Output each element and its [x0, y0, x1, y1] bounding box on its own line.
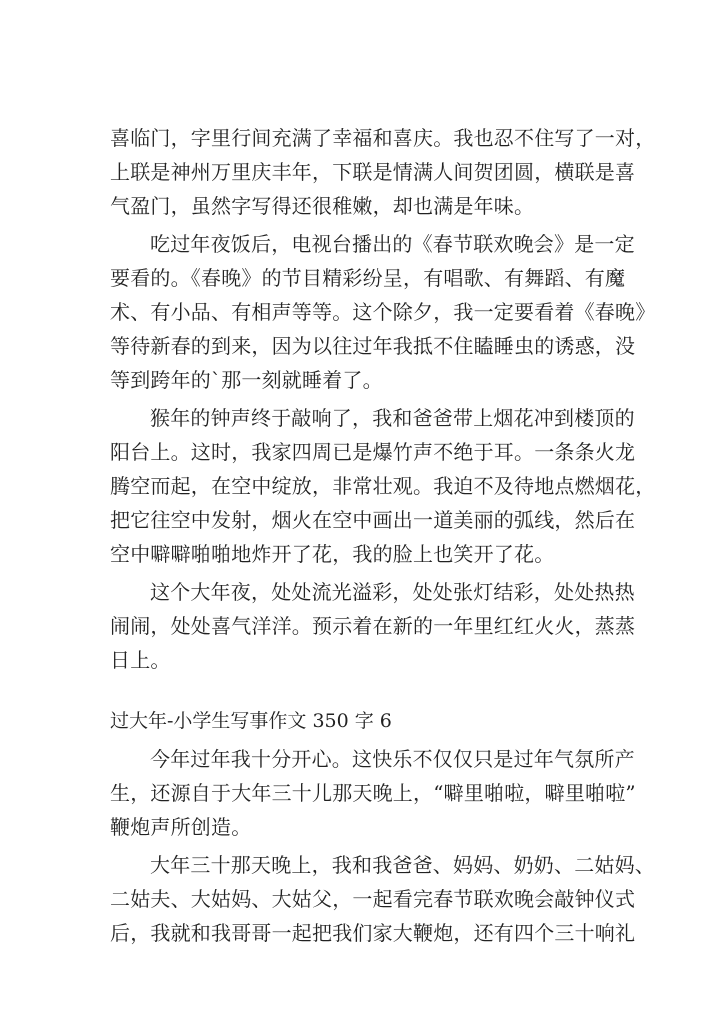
paragraph-line: 鞭炮声所创造。 [110, 815, 252, 839]
paragraph-line: 生，还源自于大年三十儿那天晚上，“噼里啪啦，噼里啪啦” [110, 781, 636, 805]
paragraph-line: 喜临门，字里行间充满了幸福和喜庆。我也忍不住写了一对， [110, 126, 656, 150]
paragraph-line: 等待新春的到来，因为以往过年我抵不住瞌睡虫的诱惑，没 [110, 334, 636, 358]
paragraph-line: 把它往空中发射，烟火在空中画出一道美丽的弧线，然后在 [110, 508, 636, 532]
paragraph-line: 腾空而起，在空中绽放，非常壮观。我迫不及待地点燃烟花， [110, 474, 656, 498]
paragraph-line: 气盈门，虽然字写得还很稚嫩，却也满是年味。 [110, 194, 535, 218]
paragraph-line: 这个大年夜，处处流光溢彩，处处张灯结彩，处处热热 [150, 580, 635, 604]
paragraph-line: 要看的。《春晚》的节目精彩纷呈，有唱歌、有舞蹈、有魔 [110, 266, 626, 290]
paragraph-line: 猴年的钟声终于敲响了，我和爸爸带上烟花冲到楼顶的 [150, 406, 635, 430]
paragraph-line: 日上。 [110, 648, 171, 672]
paragraph-line: 术、有小品、有相声等等。这个除夕，我一定要看着《春晚》 [110, 300, 656, 324]
section-title: 过大年-小学生写事作文 350 字 6 [110, 710, 392, 732]
paragraph-line: 空中噼噼啪啪地炸开了花，我的脸上也笑开了花。 [110, 542, 555, 566]
paragraph-line: 阳台上。这时，我家四周已是爆竹声不绝于耳。一条条火龙 [110, 440, 636, 464]
paragraph-line: 二姑夫、大姑妈、大姑父，一起看完春节联欢晚会敲钟仪式 [110, 887, 636, 911]
paragraph-line: 大年三十那天晚上，我和我爸爸、妈妈、奶奶、二姑妈、 [150, 853, 655, 877]
paragraph-line: 上联是神州万里庆丰年，下联是情满人间贺团圆，横联是喜 [110, 160, 636, 184]
paragraph-line: 后，我就和我哥哥一起把我们家大鞭炮，还有四个三十响礼 [110, 921, 636, 945]
paragraph-line: 今年过年我十分开心。这快乐不仅仅只是过年气氛所产 [150, 747, 635, 771]
paragraph-line: 等到跨年的`那一刻就睡着了。 [110, 368, 383, 392]
paragraph-line: 闹闹，处处喜气洋洋。预示着在新的一年里红红火火，蒸蒸 [110, 614, 636, 638]
paragraph-line: 吃过年夜饭后，电视台播出的《春节联欢晚会》是一定 [150, 232, 635, 256]
